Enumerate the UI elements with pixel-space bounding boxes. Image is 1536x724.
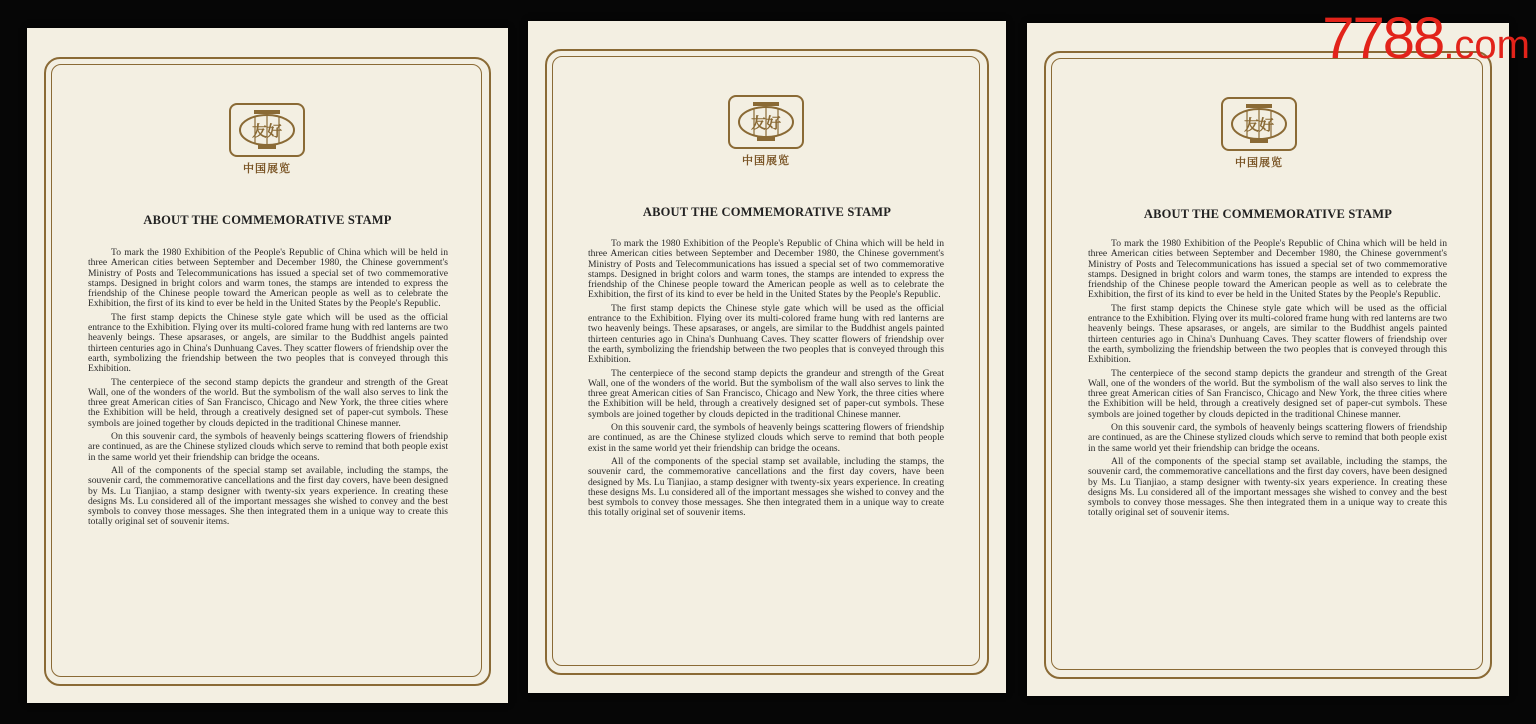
- lantern-logo: [229, 103, 305, 157]
- card-body: [1088, 239, 1447, 522]
- emblem-caption: 中国展览: [243, 162, 291, 175]
- paragraph: On this souvenir card, the symbols of heavenly beings scattering flowers of friendship are continued, as are the Chinese stylized clouds which serve to remind that both people exist in the same world yet their friendship can bridge the oceans.: [1088, 422, 1447, 454]
- souvenir-card-3: [1027, 23, 1509, 696]
- svg-text:友好: 友好: [251, 122, 283, 140]
- svg-text:友好: 友好: [750, 114, 782, 132]
- watermark-number: 7788: [1322, 6, 1444, 71]
- lantern-icon: [1228, 102, 1290, 146]
- lantern-logo: [728, 95, 804, 149]
- card-body: [588, 239, 944, 522]
- paragraph: To mark the 1980 Exhibition of the People's Republic of China which will be held in three American cities between September and December 1980, the Chinese government's Ministry of Posts and Telecommunications has issued a special set of two commemorative stamps. Designed in bright colors and warm tones, the stamps are intended to express the friendship of the Chinese people toward the American people as well as to celebrate the Exhibition, the first of its kind to ever be held in the United States by the People's Republic.: [1088, 238, 1447, 301]
- paragraph: The first stamp depicts the Chinese style gate which will be used as the official entrance to the Exhibition. Flying over its multi-colored frame hung with red lanterns are two heavenly beings. These apsarases, or angels, are similar to the Buddhist angels painted thirteen centuries ago in China's Dunhuang Caves. They scatter flowers of friendship over the earth, symbolizing the friendship between the two peoples that is conveyed through this Exhibition.: [88, 311, 448, 375]
- card-title: ABOUT THE COMMEMORATIVE STAMP: [143, 213, 392, 227]
- lantern-icon: [735, 100, 797, 144]
- card-title: ABOUT THE COMMEMORATIVE STAMP: [642, 205, 892, 219]
- paragraph: The first stamp depicts the Chinese style gate which will be used as the official entrance to the Exhibition. Flying over its multi-colored frame hung with red lanterns are two heavenly beings. These apsarases, or angels, are similar to the Buddhist angels painted thirteen centuries ago in China's Dunhuang Caves. They scatter flowers of friendship over the earth, symbolizing the friendship between the two peoples that is conveyed through this Exhibition.: [1088, 302, 1447, 366]
- watermark-domain: .com: [1443, 23, 1530, 67]
- friendship-lantern-emblem: [1221, 97, 1297, 170]
- paragraph: On this souvenir card, the symbols of heavenly beings scattering flowers of friendship are continued, as are the Chinese stylized clouds which serve to remind that both people exist in the same world yet their friendship can bridge the oceans.: [88, 431, 448, 463]
- souvenir-card-2: [528, 21, 1006, 693]
- paragraph: All of the components of the special stamp set available, including the stamps, the souvenir card, the commemorative cancellations and the first day covers, have been designed by Ms. Lu Tianjiao, a stamp designer with twenty-six years experience. In creating these designs Ms. Lu considered all of the important messages she wished to convey and the best symbols to convey those messages. She then integrated them in a unique way to create this totally original set of souvenir items.: [88, 464, 448, 528]
- lantern-icon: [236, 108, 298, 152]
- friendship-lantern-emblem: [229, 103, 305, 176]
- paragraph: All of the components of the special stamp set available, including the stamps, the souvenir card, the commemorative cancellations and the first day covers, have been designed by Ms. Lu Tianjiao, a stamp designer with twenty-six years experience. In creating these designs Ms. Lu considered all of the important messages she wished to convey and the best symbols to convey those messages. She then integrated them in a unique way to create this totally original set of souvenir items.: [1088, 455, 1447, 519]
- lantern-logo: [1221, 97, 1297, 151]
- paragraph: To mark the 1980 Exhibition of the People's Republic of China which will be held in three American cities between September and December 1980, the Chinese government's Ministry of Posts and Telecommunications has issued a special set of two commemorative stamps. Designed in bright colors and warm tones, the stamps are intended to express the friendship of the Chinese people toward the American people as well as to celebrate the Exhibition, the first of its kind to ever be held in the United States by the People's Republic.: [588, 238, 944, 301]
- paragraph: On this souvenir card, the symbols of heavenly beings scattering flowers of friendship are continued, as are the Chinese stylized clouds which serve to remind that both people exist in the same world yet their friendship can bridge the oceans.: [588, 422, 944, 454]
- paragraph: The centerpiece of the second stamp depicts the grandeur and strength of the Great Wall, one of the wonders of the world. But the symbolism of the wall also serves to link the three great American cities of San Francisco, Chicago and New York, the three cities where the Exhibition will be held, through a creatively designed set of paper-cut symbols. These symbols are joined together by clouds depicted in the traditional Chinese manner.: [588, 367, 944, 420]
- paragraph: The centerpiece of the second stamp depicts the grandeur and strength of the Great Wall, one of the wonders of the world. But the symbolism of the wall also serves to link the three great American cities of San Francisco, Chicago and New York, the three cities where the Exhibition will be held, through a creatively designed set of paper-cut symbols. These symbols are joined together by clouds depicted in the traditional Chinese manner.: [88, 376, 448, 429]
- card-body: [88, 248, 448, 531]
- svg-text:友好: 友好: [1243, 116, 1275, 134]
- emblem-caption: 中国展览: [1235, 156, 1283, 169]
- souvenir-card-1: [27, 28, 508, 703]
- paragraph: The centerpiece of the second stamp depicts the grandeur and strength of the Great Wall, one of the wonders of the world. But the symbolism of the wall also serves to link the three great American cities of San Francisco, Chicago and New York, the three cities where the Exhibition will be held, through a creatively designed set of paper-cut symbols. These symbols are joined together by clouds depicted in the traditional Chinese manner.: [1088, 367, 1447, 420]
- site-watermark: [1322, 6, 1530, 71]
- paragraph: All of the components of the special stamp set available, including the stamps, the souvenir card, the commemorative cancellations and the first day covers, have been designed by Ms. Lu Tianjiao, a stamp designer with twenty-six years experience. In creating these designs Ms. Lu considered all of the important messages she wished to convey and the best symbols to convey those messages. She then integrated them in a unique way to create this totally original set of souvenir items.: [588, 455, 944, 519]
- paragraph: The first stamp depicts the Chinese style gate which will be used as the official entrance to the Exhibition. Flying over its multi-colored frame hung with red lanterns are two heavenly beings. These apsarases, or angels, are similar to the Buddhist angels painted thirteen centuries ago in China's Dunhuang Caves. They scatter flowers of friendship over the earth, symbolizing the friendship between the two peoples that is conveyed through this Exhibition.: [588, 302, 944, 366]
- paragraph: To mark the 1980 Exhibition of the People's Republic of China which will be held in three American cities between September and December 1980, the Chinese government's Ministry of Posts and Telecommunications has issued a special set of two commemorative stamps. Designed in bright colors and warm tones, the stamps are intended to express the friendship of the Chinese people toward the American people as well as to celebrate the Exhibition, the first of its kind to ever be held in the United States by the People's Republic.: [88, 247, 448, 310]
- friendship-lantern-emblem: [728, 95, 804, 168]
- emblem-caption: 中国展览: [742, 154, 790, 167]
- card-title: ABOUT THE COMMEMORATIVE STAMP: [1143, 207, 1393, 221]
